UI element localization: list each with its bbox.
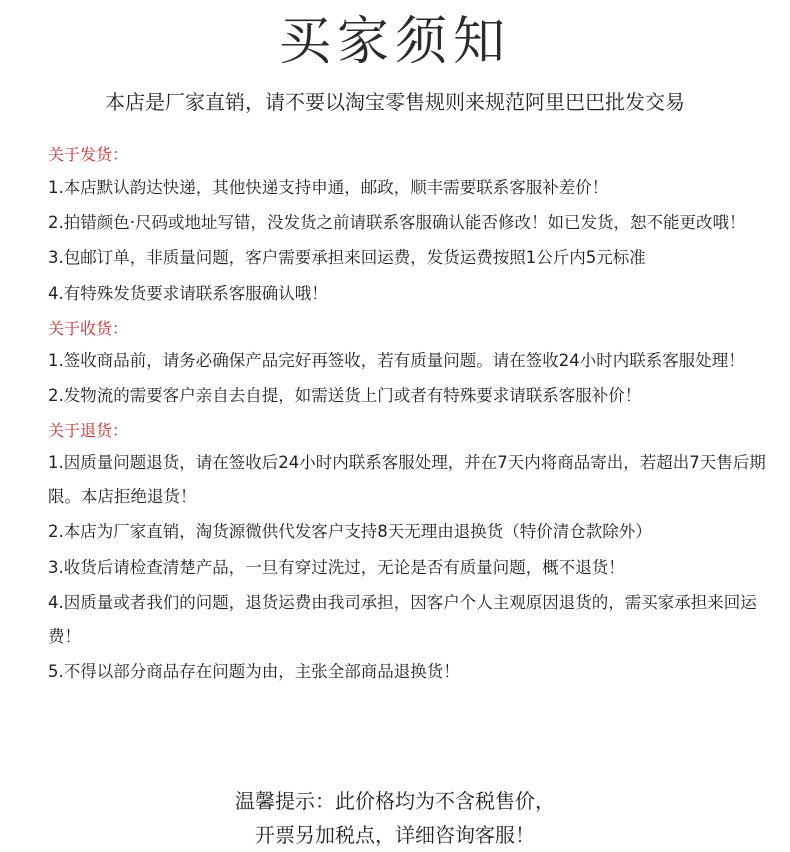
list-item: 4.有特殊发货要求请联系客服确认哦！: [48, 284, 328, 303]
list-item: 2.拍错颜色·尺码或地址写错，没发货之前请联系客服确认能否修改！如已发货，恕不能更改哦！: [48, 213, 746, 232]
list-item: 1.本店默认韵达快递，其他快递支持申通，邮政，顺丰需要联系客服补差价！: [48, 178, 609, 197]
list-item: 2.发物流的需要客户亲自去自提，如需送货上门或者有特殊要求请联系客服补价！: [48, 386, 642, 405]
notice-content: [48, 140, 768, 690]
section-returns: [48, 416, 768, 690]
list-item: 4.因质量或者我们的问题，退货运费由我司承担，因客户个人主观原因退货的，需买家承担来回运费！: [48, 593, 757, 646]
section-heading-shipping: 关于发货：: [48, 145, 129, 164]
section-receiving: [48, 314, 768, 414]
page-title: 买家须知: [278, 12, 511, 72]
tax-notice-line-1: 温馨提示：此价格均为不含税售价，: [235, 789, 555, 813]
list-item: 1.签收商品前，请务必确保产品完好再签收，若有质量问题。请在签收24小时内联系客服处理！: [48, 351, 745, 370]
list-item: 5.不得以部分商品存在问题为由，主张全部商品退换货！: [48, 662, 460, 681]
page-subtitle: 本店是厂家直销，请不要以淘宝零售规则来规范阿里巴巴批发交易: [105, 90, 685, 114]
tax-notice-line-2: 开票另加税点，详细咨询客服！: [255, 823, 535, 847]
list-item: 1.因质量问题退货，请在签收后24小时内联系客服处理，并在7天内将商品寄出，若超出7天售后期限。本店拒绝退货！: [48, 453, 766, 506]
list-item: 3.包邮订单，非质量问题，客户需要承担来回运费，发货运费按照1公斤内5元标准: [48, 248, 646, 267]
list-item: 2.本店为厂家直销，淘货源微供代发客户支持8天无理由退换货（特价清仓款除外）: [48, 522, 652, 541]
section-heading-returns: 关于退货：: [48, 421, 129, 440]
list-item: 3.收货后请检查清楚产品，一旦有穿过洗过，无论是否有质量问题，概不退货！: [48, 558, 625, 577]
section-heading-receiving: 关于收货：: [48, 319, 129, 338]
tax-notice: [0, 784, 790, 852]
section-shipping: [48, 140, 768, 312]
